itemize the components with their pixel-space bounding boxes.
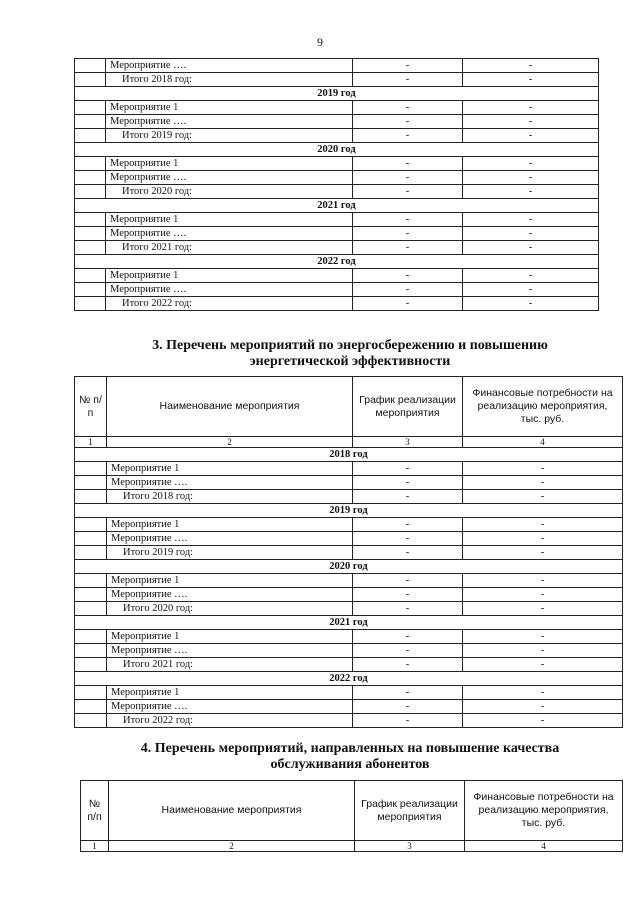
schedule-cell: -	[353, 129, 463, 143]
schedule-cell: -	[353, 297, 463, 311]
finance-cell: -	[463, 532, 623, 546]
activity-name: Мероприятие 1	[106, 157, 353, 171]
total-label: Итого 2022 год:	[107, 714, 353, 728]
section-3-title	[60, 338, 640, 370]
section-4-title-line1: 4. Перечень мероприятий, направленных на повышение качества	[140, 741, 560, 756]
year-heading: 2022 год	[75, 672, 623, 686]
activity-name: Мероприятие ….	[106, 227, 353, 241]
activity-name: Мероприятие ….	[106, 115, 353, 129]
row-number-cell	[75, 630, 107, 644]
row-number-cell	[75, 462, 107, 476]
row-number-cell	[75, 101, 106, 115]
table-row	[75, 630, 623, 644]
finance-cell: -	[463, 227, 599, 241]
row-number-cell	[75, 574, 107, 588]
table-service-quality	[80, 780, 623, 852]
total-row	[75, 241, 599, 255]
activity-name: Мероприятие 1	[107, 574, 353, 588]
col-number: 1	[75, 437, 107, 448]
col-number: 2	[107, 437, 353, 448]
activity-name: Мероприятие ….	[107, 588, 353, 602]
year-row	[75, 87, 599, 101]
section-3-title-line1: 3. Перечень мероприятий по энергосбережению и повышению	[152, 338, 548, 353]
year-heading: 2020 год	[75, 560, 623, 574]
table-row	[75, 532, 623, 546]
header-num: № п/п	[81, 781, 109, 841]
year-heading: 2020 год	[75, 143, 599, 157]
schedule-cell: -	[353, 59, 463, 73]
year-row	[75, 504, 623, 518]
schedule-cell: -	[353, 588, 463, 602]
page-number: 9	[317, 35, 323, 49]
schedule-cell: -	[353, 700, 463, 714]
total-row	[75, 73, 599, 87]
table-energy-saving	[74, 376, 623, 728]
row-number-cell	[75, 171, 106, 185]
finance-cell: -	[463, 157, 599, 171]
year-row	[75, 255, 599, 269]
schedule-cell: -	[353, 476, 463, 490]
row-number-cell	[75, 518, 107, 532]
row-number-cell	[75, 185, 106, 199]
finance-cell: -	[463, 129, 599, 143]
year-row	[75, 560, 623, 574]
row-number-cell	[75, 115, 106, 129]
schedule-cell: -	[353, 602, 463, 616]
row-number-cell	[75, 532, 107, 546]
finance-cell: -	[463, 700, 623, 714]
finance-cell: -	[463, 171, 599, 185]
finance-cell: -	[463, 546, 623, 560]
row-number-cell	[75, 490, 107, 504]
col-number: 3	[355, 841, 465, 852]
table-row	[75, 700, 623, 714]
table-row	[75, 476, 623, 490]
total-label: Итого 2021 год:	[107, 658, 353, 672]
finance-cell: -	[463, 686, 623, 700]
schedule-cell: -	[353, 157, 463, 171]
finance-cell: -	[463, 73, 599, 87]
finance-cell: -	[463, 462, 623, 476]
schedule-cell: -	[353, 101, 463, 115]
schedule-cell: -	[353, 213, 463, 227]
total-row	[75, 602, 623, 616]
row-number-cell	[75, 73, 106, 87]
col-number: 4	[463, 437, 623, 448]
col-number: 2	[109, 841, 355, 852]
activity-name: Мероприятие 1	[107, 630, 353, 644]
total-row	[75, 658, 623, 672]
year-row	[75, 143, 599, 157]
col-number: 4	[465, 841, 623, 852]
row-number-cell	[75, 714, 107, 728]
table-row	[75, 213, 599, 227]
total-row	[75, 129, 599, 143]
table-row	[75, 518, 623, 532]
year-row	[75, 672, 623, 686]
table-row	[75, 283, 599, 297]
total-label: Итого 2018 год:	[106, 73, 353, 87]
row-number-cell	[75, 283, 106, 297]
finance-cell: -	[463, 269, 599, 283]
row-number-cell	[75, 297, 106, 311]
schedule-cell: -	[353, 532, 463, 546]
year-heading: 2021 год	[75, 616, 623, 630]
activity-name: Мероприятие 1	[107, 686, 353, 700]
total-label: Итого 2019 год:	[106, 129, 353, 143]
activity-name: Мероприятие 1	[107, 462, 353, 476]
schedule-cell: -	[353, 283, 463, 297]
schedule-cell: -	[353, 714, 463, 728]
finance-cell: -	[463, 59, 599, 73]
year-heading: 2022 год	[75, 255, 599, 269]
finance-cell: -	[463, 630, 623, 644]
row-number-cell	[75, 241, 106, 255]
total-label: Итого 2021 год:	[106, 241, 353, 255]
activity-name: Мероприятие ….	[107, 700, 353, 714]
header-schedule: График реализации мероприятия	[353, 377, 463, 437]
row-number-cell	[75, 658, 107, 672]
header-name: Наименование мероприятия	[109, 781, 355, 841]
total-row	[75, 297, 599, 311]
finance-cell: -	[463, 518, 623, 532]
activity-name: Мероприятие ….	[106, 59, 353, 73]
schedule-cell: -	[353, 686, 463, 700]
total-row	[75, 714, 623, 728]
schedule-cell: -	[353, 574, 463, 588]
row-number-cell	[75, 700, 107, 714]
finance-cell: -	[463, 115, 599, 129]
table-row	[75, 686, 623, 700]
year-heading: 2019 год	[75, 504, 623, 518]
section-3-title-line2: энергетической эффективности	[249, 354, 451, 369]
row-number-cell	[75, 59, 106, 73]
activity-name: Мероприятие ….	[107, 532, 353, 546]
schedule-cell: -	[353, 644, 463, 658]
table-row	[75, 157, 599, 171]
total-label: Итого 2020 год:	[106, 185, 353, 199]
schedule-cell: -	[353, 490, 463, 504]
header-num: № п/п	[75, 377, 107, 437]
finance-cell: -	[463, 602, 623, 616]
finance-cell: -	[463, 241, 599, 255]
table-row	[75, 115, 599, 129]
total-label: Итого 2019 год:	[107, 546, 353, 560]
row-number-cell	[75, 546, 107, 560]
finance-cell: -	[463, 297, 599, 311]
total-label: Итого 2020 год:	[107, 602, 353, 616]
schedule-cell: -	[353, 227, 463, 241]
schedule-cell: -	[353, 630, 463, 644]
schedule-cell: -	[353, 73, 463, 87]
row-number-cell	[75, 157, 106, 171]
schedule-cell: -	[353, 462, 463, 476]
schedule-cell: -	[353, 185, 463, 199]
finance-cell: -	[463, 714, 623, 728]
header-finance: Финансовые потребности на реализацию мероприятия, тыс. руб.	[463, 377, 623, 437]
row-number-cell	[75, 129, 106, 143]
table-row	[75, 59, 599, 73]
row-number-cell	[75, 227, 106, 241]
finance-cell: -	[463, 490, 623, 504]
table-continued	[74, 58, 599, 311]
table-row	[75, 227, 599, 241]
col-number: 3	[353, 437, 463, 448]
finance-cell: -	[463, 658, 623, 672]
table-row	[75, 171, 599, 185]
activity-name: Мероприятие 1	[107, 518, 353, 532]
total-label: Итого 2018 год:	[107, 490, 353, 504]
activity-name: Мероприятие ….	[106, 171, 353, 185]
finance-cell: -	[463, 185, 599, 199]
row-number-cell	[75, 476, 107, 490]
year-row	[75, 199, 599, 213]
row-number-cell	[75, 644, 107, 658]
table-row	[75, 588, 623, 602]
year-row	[75, 616, 623, 630]
activity-name: Мероприятие ….	[107, 644, 353, 658]
total-row	[75, 546, 623, 560]
finance-cell: -	[463, 574, 623, 588]
total-row	[75, 185, 599, 199]
schedule-cell: -	[353, 171, 463, 185]
table-row	[75, 462, 623, 476]
finance-cell: -	[463, 588, 623, 602]
header-schedule: График реализации мероприятия	[355, 781, 465, 841]
header-name: Наименование мероприятия	[107, 377, 353, 437]
table-row	[75, 644, 623, 658]
col-number: 1	[81, 841, 109, 852]
row-number-cell	[75, 588, 107, 602]
row-number-cell	[75, 686, 107, 700]
schedule-cell: -	[353, 546, 463, 560]
year-row	[75, 448, 623, 462]
table-row	[75, 269, 599, 283]
row-number-cell	[75, 213, 106, 227]
header-finance: Финансовые потребности на реализацию мероприятия, тыс. руб.	[465, 781, 623, 841]
total-row	[75, 490, 623, 504]
activity-name: Мероприятие ….	[107, 476, 353, 490]
row-number-cell	[75, 269, 106, 283]
year-heading: 2021 год	[75, 199, 599, 213]
table-row	[75, 574, 623, 588]
schedule-cell: -	[353, 115, 463, 129]
total-label: Итого 2022 год:	[106, 297, 353, 311]
finance-cell: -	[463, 476, 623, 490]
table-row	[75, 101, 599, 115]
section-4-title-line2: обслуживания абонентов	[270, 757, 430, 772]
schedule-cell: -	[353, 241, 463, 255]
activity-name: Мероприятие 1	[106, 269, 353, 283]
finance-cell: -	[463, 644, 623, 658]
section-4-title	[60, 741, 640, 773]
year-heading: 2019 год	[75, 87, 599, 101]
finance-cell: -	[463, 283, 599, 297]
schedule-cell: -	[353, 658, 463, 672]
finance-cell: -	[463, 213, 599, 227]
activity-name: Мероприятие 1	[106, 101, 353, 115]
activity-name: Мероприятие ….	[106, 283, 353, 297]
row-number-cell	[75, 602, 107, 616]
year-heading: 2018 год	[75, 448, 623, 462]
schedule-cell: -	[353, 269, 463, 283]
schedule-cell: -	[353, 518, 463, 532]
finance-cell: -	[463, 101, 599, 115]
activity-name: Мероприятие 1	[106, 213, 353, 227]
